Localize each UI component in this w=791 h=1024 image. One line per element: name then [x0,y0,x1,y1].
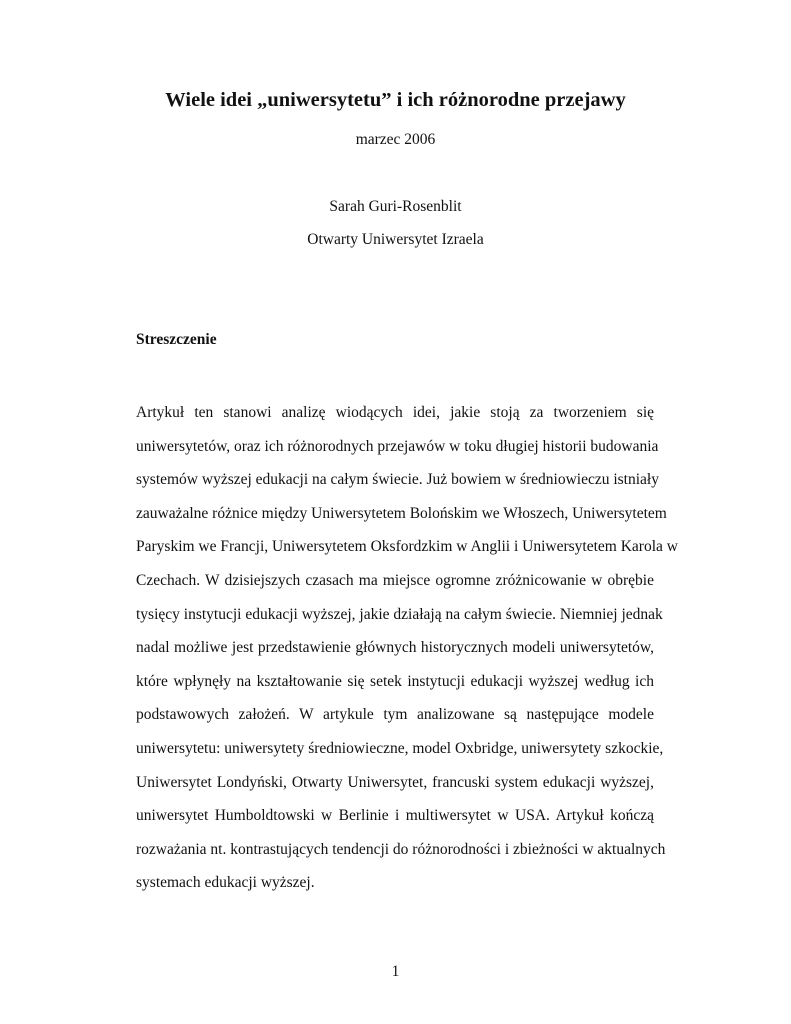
abstract-line: rozważania nt. kontrastujących tendencji do różnorodności i zbieżności w aktualnych [136,840,666,858]
abstract-line: Paryskim we Francji, Uniwersytetem Oksfordzkim w Anglii i Uniwersytetem Karola w [136,538,678,556]
abstract-line: tysięcy instytucji edukacji wyższej, jakie działają na całym świecie. Niemniej jednak [136,605,663,623]
author-affiliation: Otwarty Uniwersytet Izraela [307,231,484,248]
abstract-line: które wpłynęły na kształtowanie się setek instytucji edukacji wyższej według ich [136,672,654,690]
abstract-line: Czechach. W dzisiejszych czasach ma miejsce ogromne zróżnicowanie w obrębie [136,571,654,589]
abstract-heading: Streszczenie [136,331,217,348]
abstract-line: uniwersytet Humboldtowski w Berlinie i multiwersytet w USA. Artykuł kończą [136,807,654,825]
abstract-body [136,396,678,900]
abstract-line: zauważalne różnice między Uniwersytetem Bolońskim we Włoszech, Uniwersytetem [136,504,667,522]
page-number: 1 [391,963,400,980]
abstract-line: Uniwersytet Londyński, Otwarty Uniwersytet, francuski system edukacji wyższej, [136,773,654,791]
abstract-line: nadal możliwe jest przedstawienie głównych historycznych modeli uniwersytetów, [136,639,654,657]
abstract-line: Artykuł ten stanowi analizę wiodących idei, jakie stoją za tworzeniem się [136,404,654,421]
document-date: marzec 2006 [355,131,436,148]
abstract-line: systemów wyższej edukacji na całym świecie. Już bowiem w średniowieczu istniały [136,471,659,489]
author-name: Sarah Guri-Rosenblit [329,198,462,215]
abstract-line: uniwersytetów, oraz ich różnorodnych przejawów w toku długiej historii budowania [136,437,659,455]
abstract-line: systemach edukacji wyższej. [136,874,315,892]
abstract-line: podstawowych założeń. W artykule tym analizowane są następujące modele [136,706,654,724]
abstract-line: uniwersytetu: uniwersytety średniowieczne, model Oxbridge, uniwersytety szkockie, [136,739,664,757]
document-title: Wiele idei „uniwersytetu” i ich różnorodne przejawy [165,89,626,111]
